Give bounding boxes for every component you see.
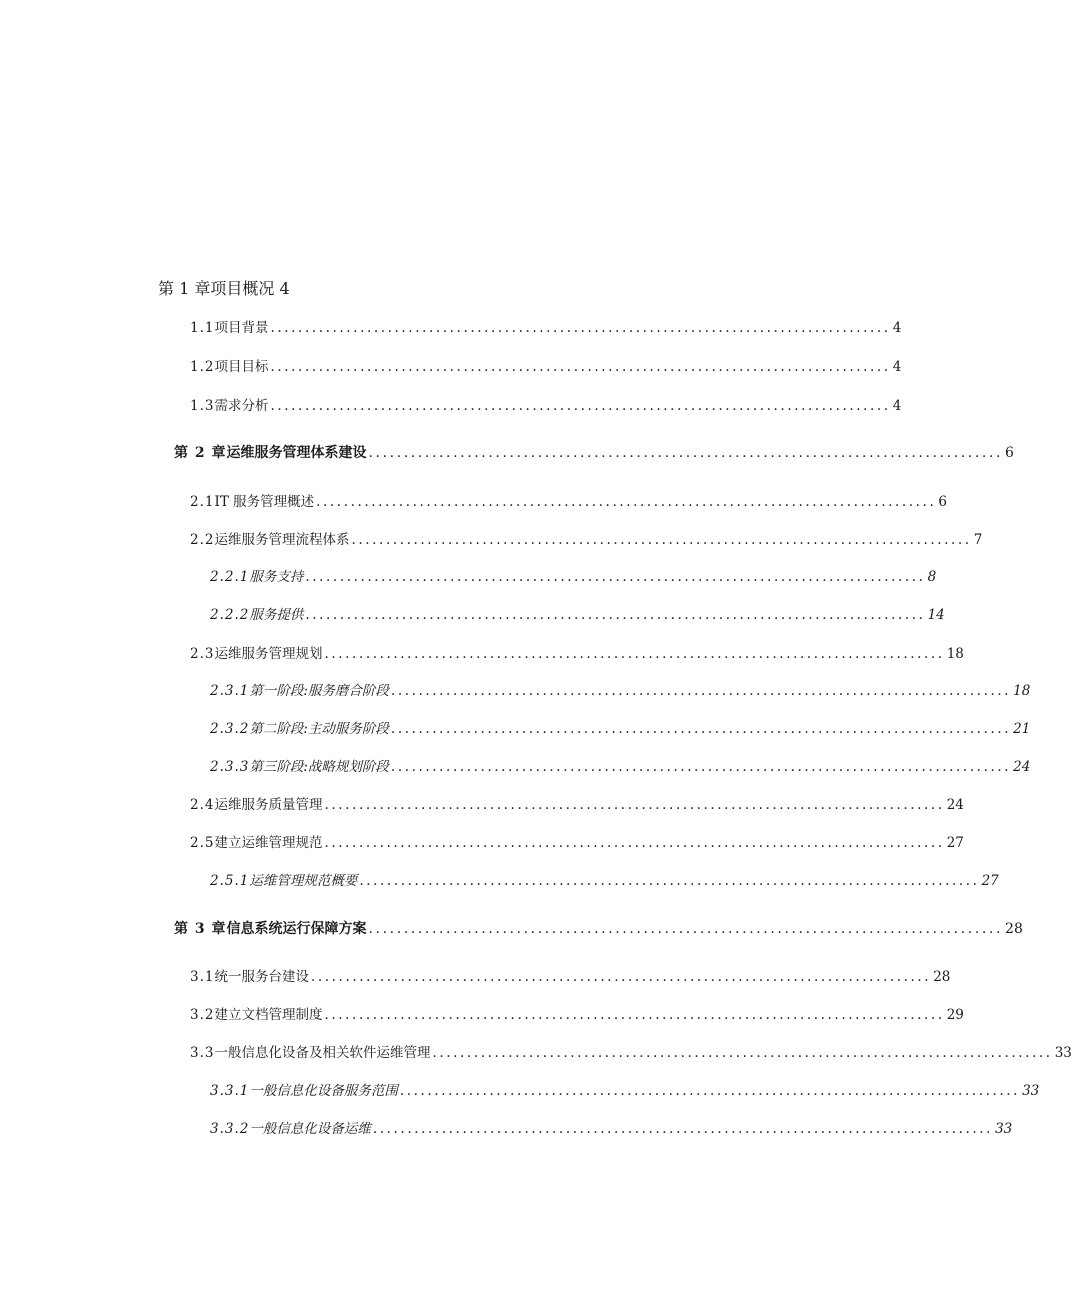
toc-entry-page: 6 bbox=[1005, 445, 1014, 461]
toc-entry-title: 建立运维管理规范 bbox=[214, 835, 323, 851]
toc-entry-title: 统一服务台建设 bbox=[214, 969, 309, 985]
toc-entry-number: 2.2 bbox=[190, 532, 215, 548]
toc-entry-title: 运维服务管理规划 bbox=[214, 646, 323, 662]
toc-entry-number: 1.2 bbox=[190, 359, 215, 375]
toc-entry-2-3-1[interactable] bbox=[210, 680, 1031, 702]
toc-entry-number: 2.3.3 bbox=[210, 759, 250, 775]
toc-entry-title: 服务支持 bbox=[249, 569, 304, 585]
toc-entry-title: 建立文档管理制度 bbox=[214, 1007, 323, 1023]
toc-leader-dots: .......................................................................................... bbox=[390, 759, 1012, 775]
toc-entry-title: 第三阶段:战略规划阶段 bbox=[249, 759, 389, 775]
toc-leader-dots: .......................................................................................... bbox=[310, 969, 932, 985]
toc-entry-title: 运维管理规范概要 bbox=[249, 873, 358, 889]
toc-entry-3-2[interactable] bbox=[190, 1004, 964, 1026]
toc-entry-page: 24 bbox=[946, 797, 964, 813]
toc-entry-number: 2.3.1 bbox=[210, 683, 250, 699]
toc-entry-1-1[interactable] bbox=[190, 317, 902, 339]
toc-entry-number: 第 3 章 bbox=[174, 921, 227, 937]
toc-entry-2-2-1[interactable] bbox=[210, 566, 937, 588]
toc-entry-title: 一般信息化设备及相关软件运维管理 bbox=[214, 1045, 431, 1061]
toc-entry-number: 1.1 bbox=[190, 320, 215, 336]
toc-entry-3-3-2[interactable] bbox=[210, 1118, 1013, 1140]
toc-entry-number: 3.2 bbox=[190, 1007, 215, 1023]
toc-entry-2-4[interactable] bbox=[190, 794, 964, 816]
toc-entry-page: 28 bbox=[933, 969, 951, 985]
toc-entry-title: 一般信息化设备运维 bbox=[249, 1121, 371, 1137]
toc-entry-title: 服务提供 bbox=[249, 607, 304, 623]
toc-entry-2-1[interactable] bbox=[190, 491, 947, 513]
toc-entry-number: 3.3.2 bbox=[210, 1121, 250, 1137]
toc-entry-number: 3.3.1 bbox=[210, 1083, 250, 1099]
toc-entry-page: 8 bbox=[927, 569, 937, 585]
toc-leader-dots: .......................................................................................... bbox=[324, 797, 945, 813]
toc-leader-dots: .......................................................................................... bbox=[270, 359, 891, 375]
toc-entry-title: 项目背景 bbox=[214, 320, 269, 336]
toc-entry-page: 27 bbox=[946, 835, 964, 851]
toc-entry-page: 14 bbox=[927, 607, 945, 623]
toc-entry-page: 24 bbox=[1013, 759, 1031, 775]
toc-entry-number: 2.5 bbox=[190, 835, 215, 851]
toc-leader-dots: .......................................................................................... bbox=[368, 921, 1004, 937]
toc-entry-chapter-2[interactable] bbox=[174, 442, 1014, 464]
toc-leader-dots: .......................................................................................... bbox=[390, 683, 1012, 699]
toc-entry-page: 29 bbox=[946, 1007, 964, 1023]
toc-leader-dots: .......................................................................................... bbox=[324, 1007, 945, 1023]
toc-entry-number: 2.3.2 bbox=[210, 721, 250, 737]
toc-entry-title: 信息系统运行保障方案 bbox=[226, 921, 367, 937]
toc-entry-title: 运维服务管理流程体系 bbox=[214, 532, 350, 548]
toc-entry-number: 2.2.1 bbox=[210, 569, 250, 585]
toc-leader-dots: .......................................................................................... bbox=[316, 494, 937, 510]
toc-entry-page: 27 bbox=[981, 873, 999, 889]
toc-entry-title: 运维服务管理体系建设 bbox=[226, 445, 367, 461]
toc-leader-dots: .......................................................................................... bbox=[390, 721, 1012, 737]
toc-entry-2-3[interactable] bbox=[190, 643, 964, 665]
toc-leader-dots: .......................................................................................... bbox=[359, 873, 980, 889]
toc-entry-page: 4 bbox=[892, 398, 902, 414]
toc-entry-title: 项目目标 bbox=[214, 359, 269, 375]
toc-entry-page: 33 bbox=[1054, 1045, 1072, 1061]
toc-leader-dots: .......................................................................................... bbox=[324, 646, 945, 662]
toc-entry-3-3-1[interactable] bbox=[210, 1080, 1040, 1102]
toc-entry-2-3-3[interactable] bbox=[210, 756, 1031, 778]
toc-leader-dots: .......................................................................................... bbox=[305, 569, 926, 585]
toc-entry-1-3[interactable] bbox=[190, 395, 902, 417]
toc-entry-3-1[interactable] bbox=[190, 966, 951, 988]
toc-entry-page: 4 bbox=[892, 359, 902, 375]
toc-leader-dots: .......................................................................................... bbox=[305, 607, 926, 623]
toc-entry-title: IT 服务管理概述 bbox=[214, 494, 315, 510]
toc-entry-number: 第 2 章 bbox=[174, 445, 227, 461]
toc-entry-number: 2.3 bbox=[190, 646, 215, 662]
toc-entry-number: 2.1 bbox=[190, 494, 215, 510]
toc-entry-page: 4 bbox=[892, 320, 902, 336]
toc-entry-1-2[interactable] bbox=[190, 356, 902, 378]
toc-entry-page: 18 bbox=[946, 646, 964, 662]
toc-entry-title: 第二阶段:主动服务阶段 bbox=[249, 721, 389, 737]
toc-entry-number: 2.4 bbox=[190, 797, 215, 813]
toc-leader-dots: .......................................................................................... bbox=[368, 445, 1004, 461]
toc-entry-number: 1.3 bbox=[190, 398, 215, 414]
toc-entry-page: 18 bbox=[1013, 683, 1031, 699]
toc-entry-number: 2.5.1 bbox=[210, 873, 250, 889]
toc-entry-page: 7 bbox=[973, 532, 983, 548]
toc-leader-dots: .......................................................................................... bbox=[270, 320, 891, 336]
toc-entry-3-3[interactable] bbox=[190, 1042, 1072, 1064]
toc-entry-title: 第一阶段:服务磨合阶段 bbox=[249, 683, 389, 699]
toc-entry-page: 33 bbox=[995, 1121, 1013, 1137]
toc-leader-dots: .......................................................................................... bbox=[324, 835, 945, 851]
toc-leader-dots: .......................................................................................... bbox=[270, 398, 891, 414]
toc-entry-title: 需求分析 bbox=[214, 398, 269, 414]
toc-entry-title: 运维服务质量管理 bbox=[214, 797, 323, 813]
toc-entry-2-2[interactable] bbox=[190, 529, 983, 551]
toc-entry-2-5-1[interactable] bbox=[210, 870, 999, 892]
toc-entry-chapter-3[interactable] bbox=[174, 918, 1023, 940]
toc-entry-number: 3.3 bbox=[190, 1045, 215, 1061]
toc-chapter-1: 第 1 章项目概况 4 bbox=[158, 279, 290, 298]
toc-leader-dots: .......................................................................................... bbox=[351, 532, 972, 548]
toc-entry-page: 28 bbox=[1005, 921, 1023, 937]
toc-entry-number: 2.2.2 bbox=[210, 607, 250, 623]
toc-entry-number: 3.1 bbox=[190, 969, 215, 985]
toc-entry-page: 21 bbox=[1013, 721, 1031, 737]
toc-entry-page: 6 bbox=[938, 494, 947, 510]
toc-entry-2-2-2[interactable] bbox=[210, 604, 945, 626]
toc-leader-dots: .......................................................................................... bbox=[372, 1121, 994, 1137]
toc-leader-dots: .......................................................................................... bbox=[399, 1083, 1021, 1099]
toc-entry-page: 33 bbox=[1022, 1083, 1040, 1099]
toc-entry-2-5[interactable] bbox=[190, 832, 964, 854]
toc-entry-2-3-2[interactable] bbox=[210, 718, 1031, 740]
toc-entry-title: 一般信息化设备服务范围 bbox=[249, 1083, 398, 1099]
toc-leader-dots: .......................................................................................... bbox=[432, 1045, 1053, 1061]
